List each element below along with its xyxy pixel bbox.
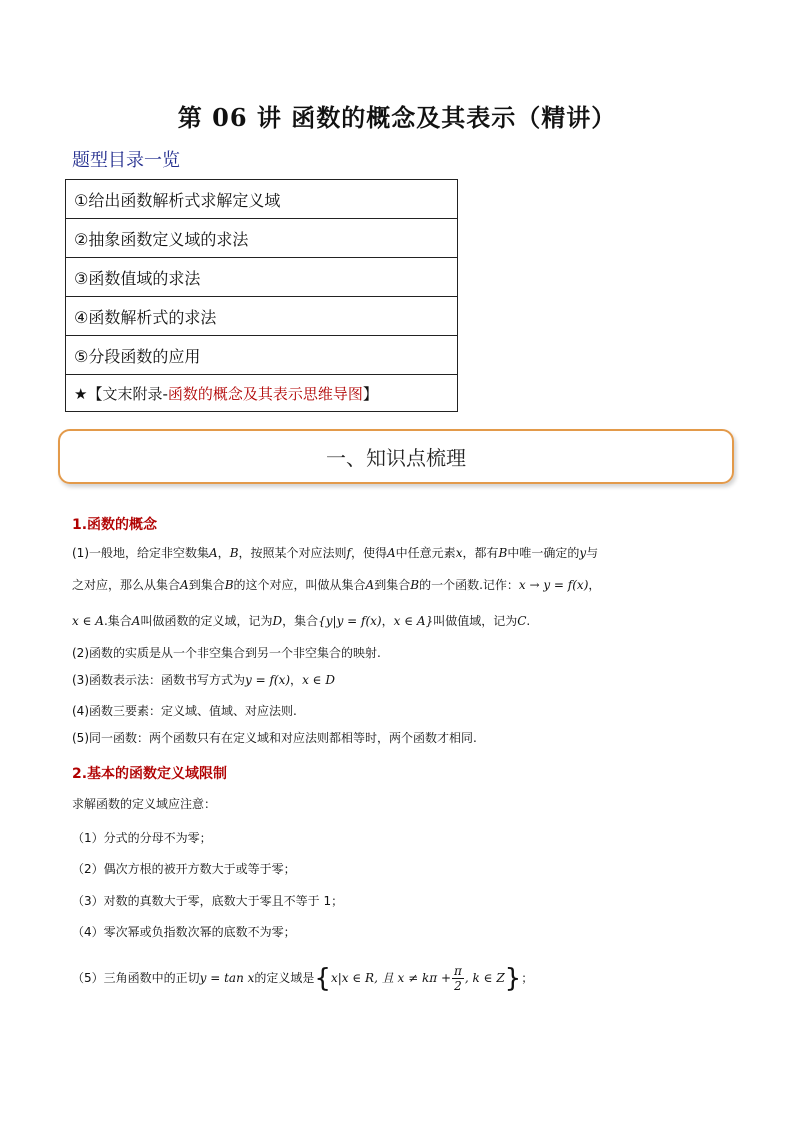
s1-p5: (5)同一函数：两个函数只有在定义域和对应法则都相等时，两个函数才相同. bbox=[72, 731, 477, 745]
s2-intro: 求解函数的定义域应注意： bbox=[72, 797, 217, 811]
s2-item: （2）偶次方根的被开方数大于或等于零； bbox=[72, 862, 296, 876]
right-brace: } bbox=[504, 963, 522, 994]
toc-item[interactable]: ④函数解析式的求法 bbox=[66, 297, 458, 336]
toc-row bbox=[66, 219, 458, 258]
s2-item-5: （5）三角函数中的正切y = tan x的定义域是{x|x ∈ R, 且 x ≠ kπ + $\frac{\pi}{2}$ , k ∈ Z}； bbox=[72, 963, 534, 994]
page-title: 第 06 讲 函数的概念及其表示（精讲） bbox=[177, 103, 617, 132]
appendix-link[interactable]: 函数的概念及其表示思维导图 bbox=[167, 384, 363, 403]
toc-row bbox=[66, 258, 458, 297]
s1-p3: (3)函数表示法：函数书写方式为y = f(x)，x ∈ D bbox=[72, 673, 335, 687]
toc-appendix[interactable] bbox=[66, 375, 458, 412]
appendix-prefix: ★【文末附录- bbox=[74, 384, 168, 403]
banner-title: 一、知识点梳理 bbox=[326, 446, 466, 470]
section1-heading: 1.函数的概念 bbox=[72, 517, 158, 533]
s1-p1-line1: (1)一般地，给定非空数集A，B，按照某个对应法则f，使得A中任意元素x，都有B中唯一确定的y与 bbox=[72, 546, 599, 560]
s2-item: （1）分式的分母不为零； bbox=[72, 831, 212, 845]
section-banner bbox=[58, 429, 734, 484]
s2-item: （3）对数的真数大于零，底数大于零且不等于 1； bbox=[72, 894, 344, 908]
s1-p1-line3: x ∈ A.集合A叫做函数的定义域，记为D，集合{y|y = f(x)，x ∈ A}叫做值域，记为C. bbox=[72, 614, 531, 628]
s1-p2: (2)函数的实质是从一个非空集合到另一个非空集合的映射. bbox=[72, 646, 381, 660]
toc-row bbox=[66, 297, 458, 336]
toc-heading: 题型目录一览 bbox=[72, 150, 180, 171]
toc-item[interactable]: ⑤分段函数的应用 bbox=[66, 336, 458, 375]
pi-over-2-fraction: $\frac{\pi}{2}$ bbox=[454, 964, 462, 993]
toc-table bbox=[65, 179, 458, 412]
appendix-suffix: 】 bbox=[362, 384, 378, 403]
toc-row bbox=[66, 180, 458, 219]
s1-p4: (4)函数三要素：定义域、值域、对应法则. bbox=[72, 704, 297, 718]
toc-item[interactable]: ②抽象函数定义域的求法 bbox=[66, 219, 458, 258]
section2-heading: 2.基本的函数定义域限制 bbox=[72, 766, 228, 782]
s1-p1-line2: 之对应，那么从集合A到集合B的这个对应，叫做从集合A到集合B的一个函数.记作：x → y = f(x)， bbox=[72, 578, 601, 592]
toc-item[interactable]: ③函数值域的求法 bbox=[66, 258, 458, 297]
toc-row bbox=[66, 375, 458, 412]
toc-row bbox=[66, 336, 458, 375]
left-brace: { bbox=[314, 963, 331, 994]
s2-item: （4）零次幂或负指数次幂的底数不为零； bbox=[72, 925, 296, 939]
toc-item[interactable]: ①给出函数解析式求解定义域 bbox=[66, 180, 458, 219]
